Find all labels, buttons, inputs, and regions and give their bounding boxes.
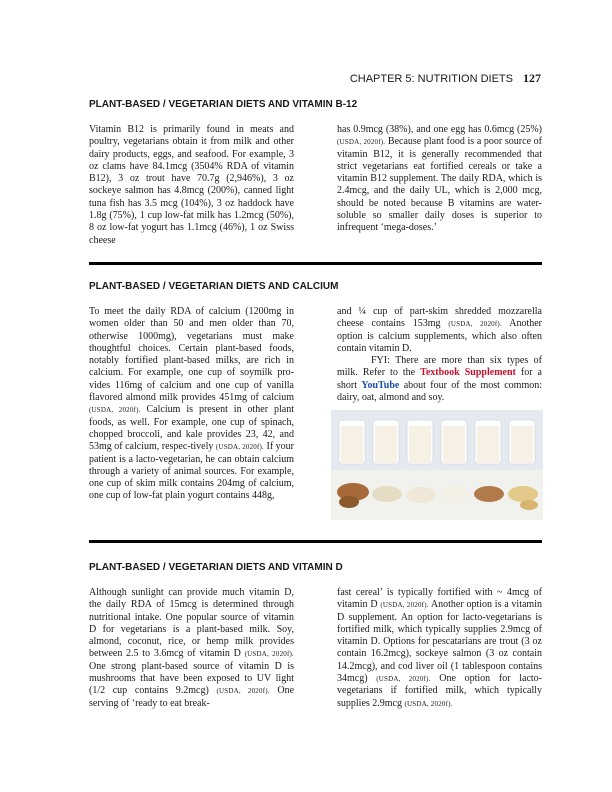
vitamin-d-left-text-c: One serving of ‘ready to eat break- (89, 685, 295, 709)
textbook-supplement-link[interactable]: Textbook Supplement (420, 367, 516, 379)
calcium-right-text-a: and ¼ cup of part-skim shredded mozzarella cheese contains 153mg (337, 306, 542, 330)
b12-left-text: Vitamin B12 is primarily found in meats and poultry, vegetarians obtain it from milk and other dairy products, eggs, and seafood. For example, 3 oz clams have 84.1mcg (3504% RDA of vitamin B12), 3 oz trout have 70.7g (2,946%), 3 oz sockeye salmon has 4.8mcg (200%), canned light tuna fish has 3.5 mcg (104%), 3 oz haddock have 1.8g (75%), 1 cup low-fat milk has 1.2mcg (50%), 8 oz low-fat yogurt has 1.1mcg (46%), 1 oz Swiss cheese (89, 124, 294, 246)
section-divider (89, 540, 542, 543)
fyi-text-a: FYI: There are more than six types of milk. Refer to the (337, 355, 542, 379)
fyi-text-c: about four of the most common: dairy, oat, almond and soy. (337, 379, 543, 404)
vitamin-d-right-column (337, 587, 542, 710)
fyi-text-b: for a short (337, 367, 542, 391)
citation: (USDA, 2020f). (216, 687, 270, 696)
citation: (USDA, 2020f). (215, 443, 265, 452)
calcium-right-text-b: Another option is calcium supplements, which also often contain vitamin D. (337, 318, 543, 354)
vitamin-d-left-column (89, 587, 294, 710)
section-title-calcium: PLANT-BASED / VEGETARIAN DIETS AND CALCIUM (89, 281, 339, 292)
citation: (USDA, 2020f). (404, 699, 453, 708)
calcium-left-text-c: If your patient is a lacto-vegetarian, he can obtain calcium through a variety of animal sources. For example, one cup of skim milk contains 204mg of calcium, one cup of low-fat plain yogurt contains 448g, (89, 441, 295, 502)
vitamin-d-left-text-b: One strong plant-based source of vitamin D is mushrooms that have been exposed to UV light (1/2 cup contains 9.2mcg) (89, 660, 294, 697)
calcium-right-column (337, 306, 542, 404)
b12-right-text-b: Because plant food is a poor source of vitamin B12, it is generally recommended that strict vegetarians eat fortified cereals or take a vitamin B12 supplement. The daily RDA, which is 2.4mcg, and the daily UL, which is 2,000 mcg, should be noted because B vitamins are water-soluble so smaller daily doses is superior to infrequent ‘mega-doses.’ (337, 136, 542, 234)
calcium-left-text-a: To meet the daily RDA of calcium (1200mg in women older than 50 and men older than 70, otherwise 1000mg), vegetarians must make thoughtful choices. Certain plant-based foods, notably fortified plant-based milks, are rich in calcium. For example, one cup of soymilk pro-vides 116mg of calcium and one cup of vanilla flavored almond milk provides 451mg of calcium (89, 306, 294, 404)
youtube-link[interactable]: YouTube (361, 379, 400, 391)
calcium-left-paragraph (89, 306, 294, 503)
citation: (USDA, 2020f). (380, 601, 429, 610)
section-divider (89, 262, 542, 265)
calcium-right-paragraph (337, 306, 542, 355)
vitamin-d-right-text-b: Another option is a vitamin D supplement. An option for lacto-vegetarians is fortified milk, which typically supplies 2.9mcg of vitamin D. Options for pescatarians are trout (3 oz contain 16.2mcg), sockeye salmon (3 oz contain 14.2mcg), and cod liver oil (1 tablespoon contains 34mcg) (337, 599, 542, 685)
vitamin-d-right-text-c: One option for lacto-vegetarians if fortified milk, which typically supplies 2.9mcg (337, 673, 543, 709)
b12-right-text-a: has 0.9mcg (38%), and one egg has 0.6mcg (25%) (337, 124, 542, 135)
citation: (USDA, 2020f). (244, 650, 294, 659)
milk-glasses-photo-icon (331, 410, 543, 520)
page-header (350, 71, 541, 86)
vitamin-d-left-paragraph (89, 587, 294, 710)
chapter-title: CHAPTER 5: NUTRITION DIETS (349, 73, 513, 85)
calcium-left-text-b: Calcium is present in other plant foods, as well. For example, one cup of spinach, chopped broccoli, and kale provides 23, 42, and 53mg of calcium, respec-tively (89, 404, 295, 453)
b12-left-column (89, 124, 294, 247)
b12-right-paragraph (337, 124, 542, 235)
citation: (USDA, 2020f). (89, 406, 141, 415)
citation: (USDA, 2020f). (337, 138, 386, 147)
page-number: 127 (523, 71, 541, 85)
milk-glasses-photo (331, 410, 543, 520)
fyi-paragraph (337, 355, 542, 404)
section-title-b12: PLANT-BASED / VEGETARIAN DIETS AND VITAMIN B-12 (89, 99, 358, 110)
vitamin-d-right-paragraph (337, 587, 542, 710)
vitamin-d-left-text-a: Although sunlight can provide much vitamin D, the daily RDA of 15mcg is determined through nutritional intake. One popular source of vitamin D for vegetarians is a plant-based milk. Soy, almond, coconut, rice, or hemp milk provides between 2.5 to 3.6mcg of vitamin D (89, 587, 294, 660)
section-title-vitamin-d: PLANT-BASED / VEGETARIAN DIETS AND VITAMIN D (89, 562, 343, 573)
citation: (USDA, 2020f). (448, 320, 502, 329)
vitamin-d-right-text-a: fast cereal’ is typically fortified with ~ 4mcg of vitamin D (337, 587, 542, 611)
citation: (USDA, 2020f). (376, 675, 431, 684)
calcium-left-column (89, 306, 294, 503)
b12-right-column (337, 124, 542, 235)
